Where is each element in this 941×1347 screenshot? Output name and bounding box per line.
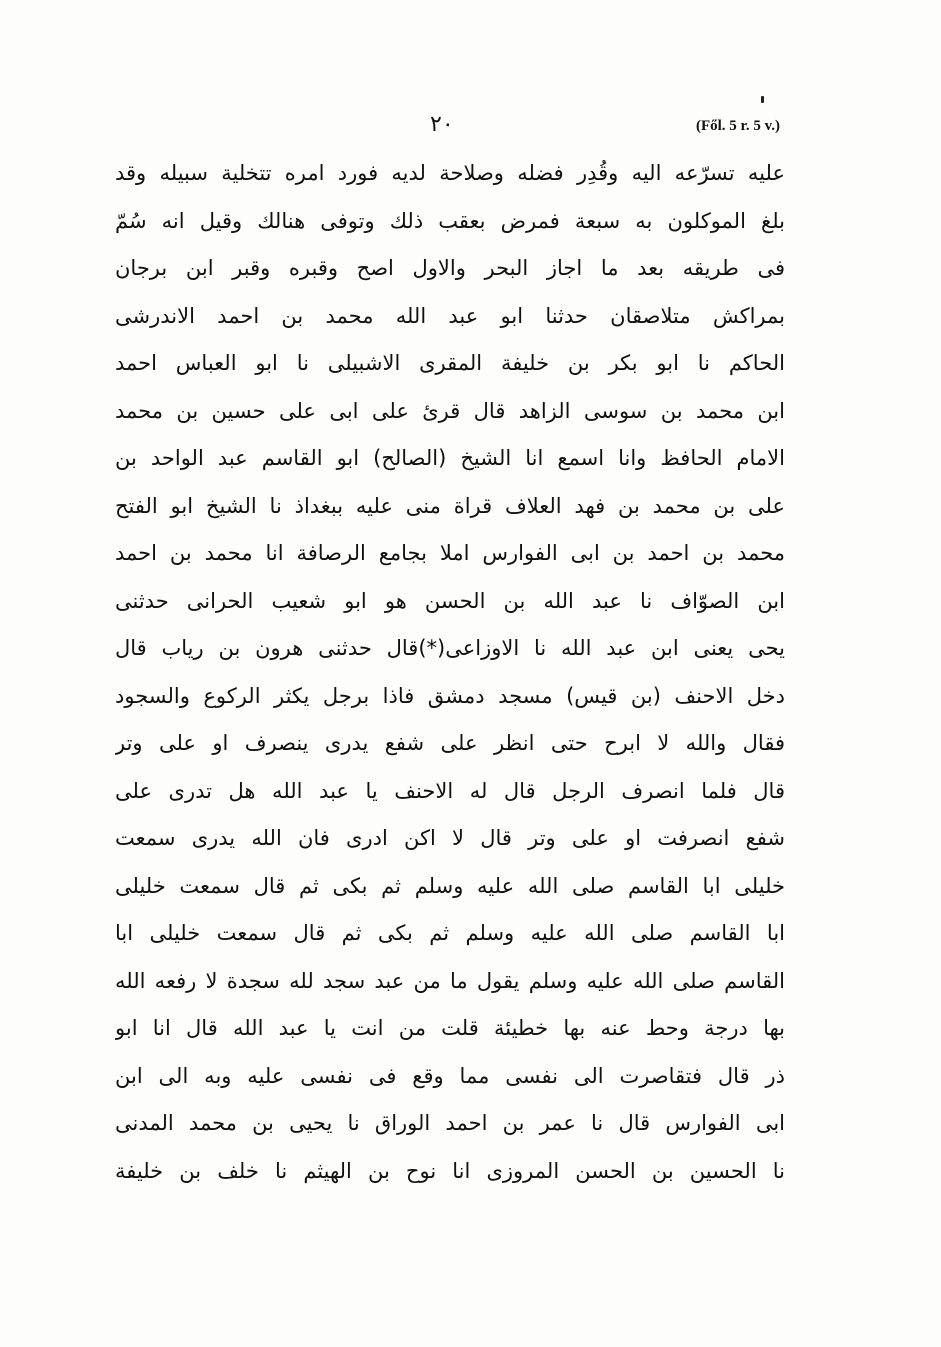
folio-reference: (Fől. 5 r. 5 v.): [695, 118, 780, 134]
page-header: [120, 112, 780, 142]
text-line: ابن الصوّاف نا عبد الله بن الحسن هو ابو شعيب الحرانى حدثنى: [115, 588, 785, 613]
text-line: خليلى ابا القاسم صلى الله عليه وسلم ثم بكى ثم قال سمعت خليلى: [115, 873, 785, 898]
text-line: ابا القاسم صلى الله عليه وسلم ثم بكى ثم قال سمعت خليلى ابا: [115, 921, 785, 945]
text-line: دخل الاحنف (بن قيس) مسجد دمشق فاذا برجل يكثر الركوع والسجود: [115, 683, 785, 708]
text-line: بمراكش متلاصقان حدثنا ابو عبد الله محمد بن احمد الاندرشى: [115, 303, 785, 328]
text-line: بها درجة وحط عنه بها خطيئة قلت من انت يا عبد الله قال انا ابو: [115, 1016, 785, 1040]
body-text: [115, 150, 785, 1195]
text-line: على بن محمد بن فهد العلاف قراة منى عليه ببغداذ نا الشيخ ابو الفتح: [115, 493, 785, 518]
page-number: ٢٠: [430, 112, 454, 137]
text-line: يحى يعنى ابن عبد الله نا الاوزاعى(*)قال حدثنى هرون بن رياب قال: [115, 636, 785, 660]
text-line: القاسم صلى الله عليه وسلم يقول ما من عبد سجد لله سجدة لا رفعه الله: [115, 968, 785, 993]
text-line: نا الحسين بن الحسن المروزى انا نوح بن الهيثم نا خلف بن خليفة: [115, 1158, 785, 1183]
text-line: بلغ الموكلون به سبعة فمرض بعقب ذلك وتوفى هنالك وقيل انه سُمّ: [115, 208, 785, 233]
text-line: ابن محمد بن سوسى الزاهد قال قرئ على ابى على حسين بن محمد: [115, 398, 785, 423]
text-line: محمد بن احمد بن ابى الفوارس املا بجامع الرصافة انا محمد بن احمد: [115, 541, 785, 565]
text-line: ابى الفوارس قال نا عمر بن احمد الوراق نا يحيى بن محمد المدنى: [115, 1111, 785, 1135]
text-line: الامام الحافظ وانا اسمع انا الشيخ (الصالح) ابو القاسم عبد الواحد بن: [115, 446, 785, 470]
text-line: الحاكم نا ابو بكر بن خليفة المقرى الاشبيلى نا ابو العباس احمد: [115, 351, 785, 375]
text-line: قال فلما انصرف الرجل قال له الاحنف يا عبد الله هل تدرى على: [115, 778, 785, 803]
text-line: فقال والله لا ابرح حتى انظر على شفع يدرى ينصرف او على وتر: [115, 731, 785, 755]
print-mark: [761, 96, 764, 103]
text-line: شفع انصرفت او على وتر قال لا اكن ادرى فان الله يدرى سمعت: [115, 826, 785, 850]
text-line: ذر قال فتقاصرت الى نفسى مما وقع فى نفسى عليه وبه الى ابن: [115, 1063, 785, 1088]
text-line: عليه تسرّعه اليه وقُدِر فضله وصلاحة لديه فورد امره تتخلية سبيله وقد: [115, 161, 785, 185]
text-line: فى طريقه بعد ما اجاز البحر والاول اصح وقبره وقبر ابن برجان: [115, 256, 785, 280]
